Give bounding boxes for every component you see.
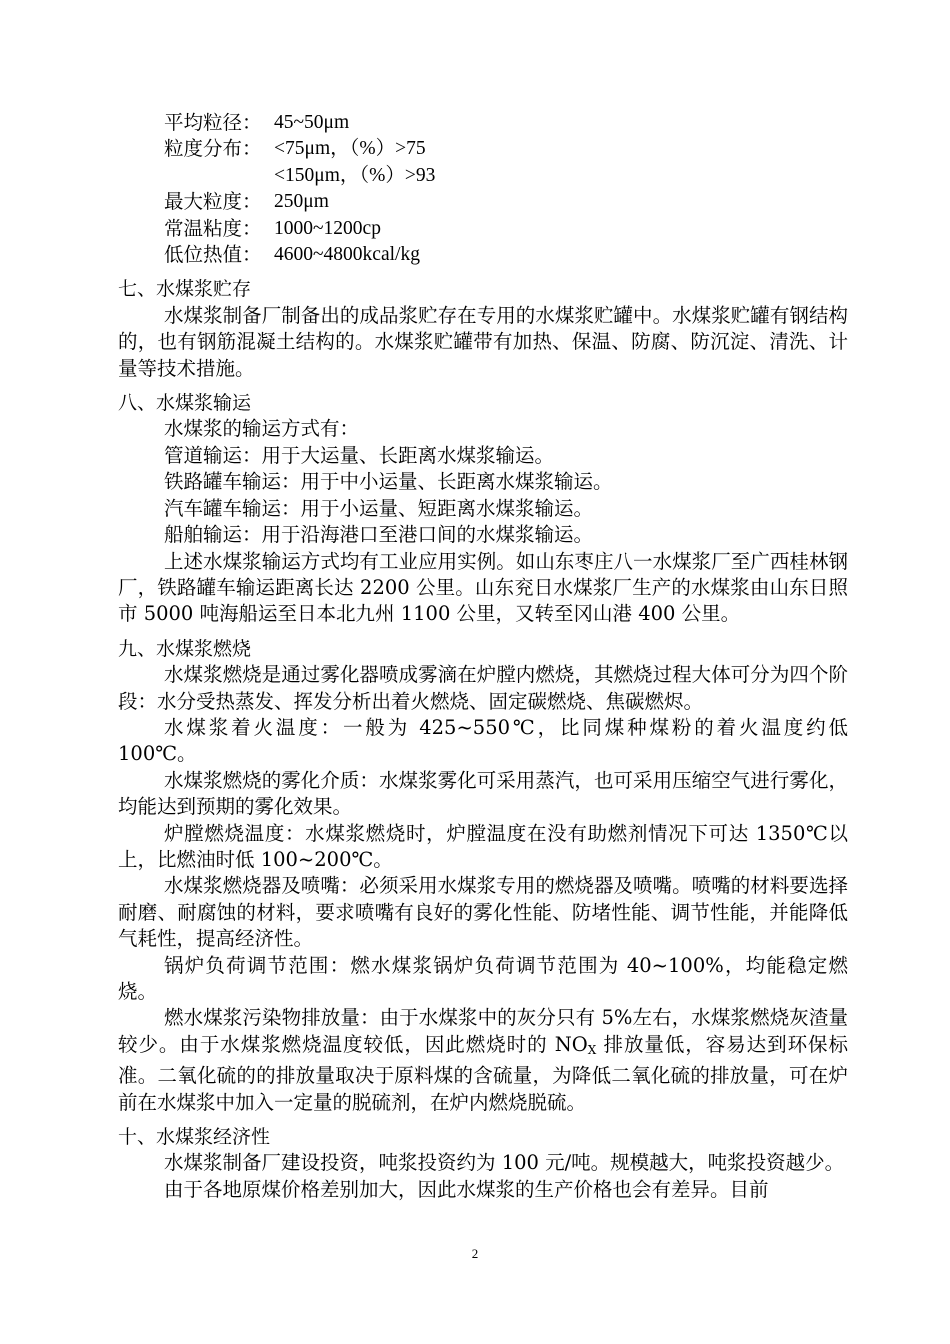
section-heading-storage: 七、水煤浆贮存: [118, 278, 252, 301]
spec-row: [118, 189, 848, 215]
spec-label: 常温粘度：: [164, 216, 262, 240]
paragraph: 炉膛燃烧温度：水煤浆燃烧时，炉膛温度在没有助燃剂情况下可达 1350℃以上，比燃油时低 100~200℃。: [118, 821, 848, 871]
spec-row: [118, 163, 848, 189]
spec-row: [118, 242, 848, 268]
spec-label: 平均粒径：: [164, 111, 262, 134]
text-span: 排放量低，容易达到环保标准。二氧化硫的的排放量取决于原料煤的含硫量，为降低二氧化硫的排放量，可在炉前在水煤浆中加入一定量的脱硫剂，在炉内燃烧脱硫。: [118, 1032, 848, 1114]
spec-label: 最大粒度：: [164, 190, 262, 214]
paragraph: 船舶输运：用于沿海港口至港口间的水煤浆输运。: [164, 523, 594, 547]
document-body: [118, 110, 848, 1203]
paragraph: 铁路罐车输运：用于中小运量、长距离水煤浆输运。: [164, 470, 613, 494]
spec-value: 1000~1200cp: [274, 217, 381, 239]
spec-value: 250μm: [274, 191, 329, 213]
paragraph: 水煤浆燃烧的雾化介质：水煤浆雾化可采用蒸汽，也可采用压缩空气进行雾化，均能达到预期的雾化效果。: [118, 768, 848, 819]
paragraph: 汽车罐车输运：用于小运量、短距离水煤浆输运。: [164, 496, 594, 520]
section-heading-economy: 十、水煤浆经济性: [118, 1126, 271, 1149]
spec-label: 低位热值：: [164, 243, 262, 267]
paragraph: 管道输运：用于大运量、长距离水煤浆输运。: [164, 443, 555, 467]
page-number: 2: [471, 1246, 479, 1261]
subscript: X: [587, 1042, 597, 1057]
spec-value: <75μm，（%）>75: [274, 138, 426, 160]
paragraph: 锅炉负荷调节范围：燃水煤浆锅炉负荷调节范围为 40~100%，均能稳定燃烧。: [118, 953, 848, 1003]
text-span: 燃水煤浆污染物排放量：由于水煤浆中的灰分只有 5%左右，水煤浆燃烧灰渣量较少。由于水煤浆燃烧温度较低，因此燃烧时的 NO: [118, 1006, 848, 1056]
spec-label: 粒度分布：: [164, 137, 262, 161]
spec-row: [118, 136, 848, 162]
spec-value: <150μm，（%）>93: [274, 164, 436, 186]
paragraph: 上述水煤浆输运方式均有工业应用实例。如山东枣庄八一水煤浆厂至广西桂林钢厂，铁路罐车输运距离长达 2200 公里。山东兖日水煤浆厂生产的水煤浆由山东日照市 5000 吨海船运至日本北九州 1100 公里，又转至冈山港 400 公里。: [118, 549, 848, 626]
paragraph: 水煤浆燃烧器及喷嘴：必须采用水煤浆专用的燃烧器及喷嘴。喷嘴的材料要选择耐磨、耐腐蚀的材料，要求喷嘴有良好的雾化性能、防堵性能、调节性能，并能降低气耗性，提高经济性。: [118, 874, 848, 951]
spec-value: 45~50μm: [274, 112, 350, 133]
paragraph: 水煤浆制备厂建设投资，吨浆投资约为 100 元/吨。规模越大，吨浆投资越少。: [164, 1151, 845, 1175]
paragraph: 水煤浆制备厂制备出的成品浆贮存在专用的水煤浆贮罐中。水煤浆贮罐有钢结构的，也有钢筋混凝土结构的。水煤浆贮罐带有加热、保温、防腐、防沉淀、清洗、计量等技术措施。: [118, 303, 848, 380]
spec-row: [118, 216, 848, 242]
spec-row: [118, 110, 848, 136]
section-heading-transport: 八、水煤浆输运: [118, 392, 252, 415]
paragraph: 水煤浆燃烧是通过雾化器喷成雾滴在炉膛内燃烧，其燃烧过程大体可分为四个阶段：水分受热蒸发、挥发分析出着火燃烧、固定碳燃烧、焦碳燃烬。: [118, 663, 848, 713]
paragraph: [118, 1005, 848, 1116]
spec-value: 4600~4800kcal/kg: [274, 244, 420, 266]
paragraph: 水煤浆的输运方式有：: [164, 417, 360, 441]
section-heading-combustion: 九、水煤浆燃烧: [118, 637, 252, 660]
paragraph: 水煤浆着火温度：一般为 425~550℃，比同煤种煤粉的着火温度约低 100℃。: [118, 715, 848, 766]
paragraph: 由于各地原煤价格差别加大，因此水煤浆的生产价格也会有差异。目前: [164, 1177, 769, 1201]
